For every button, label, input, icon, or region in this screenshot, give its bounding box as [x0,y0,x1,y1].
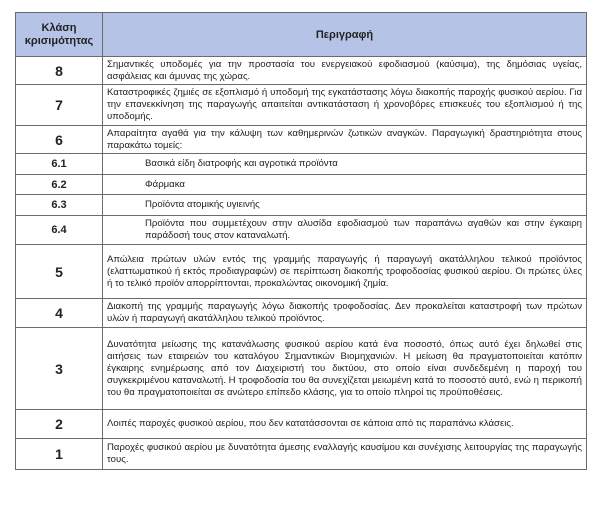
description-cell: Προϊόντα που συμμετέχουν στην αλυσίδα εφοδιασμού των παραπάνω αγαθών και στην έγκαιρη παράδοσή τους στον καταναλωτή. [103,216,587,245]
criticality-table [15,12,587,470]
header-description: Περιγραφή [103,13,587,57]
class-cell: 6.3 [16,195,103,216]
class-cell: 7 [16,85,103,126]
description-cell: Προϊόντα ατομικής υγιεινής [103,195,587,216]
class-cell: 6.4 [16,216,103,245]
class-cell: 8 [16,57,103,85]
description-cell: Απώλεια πρώτων υλών εντός της γραμμής παραγωγής ή παραγωγή ακατάλληλου τελικού προϊόντος (ελαττωματικού ή εκτός προδιαγραφών) σε περίπτωση διακοπής τροφοδοσίας φυσικού αερίου. Οι πρώτες ύλες ή το τελικό προϊόν απορρίπτονται, προκαλώντας οικονομική ζημία. [103,245,587,299]
class-cell: 4 [16,299,103,328]
class-cell: 6.2 [16,175,103,195]
description-cell: Λοιπές παροχές φυσικού αερίου, που δεν κατατάσσονται σε κάποια από τις παραπάνω κλάσεις. [103,410,587,439]
description-cell: Φάρμακα [103,175,587,195]
table-row [16,175,587,195]
table-row [16,328,587,410]
table-row [16,410,587,439]
class-cell: 6.1 [16,154,103,175]
class-cell: 6 [16,126,103,154]
table-header-row [16,13,587,57]
table-row [16,195,587,216]
table-row [16,85,587,126]
header-class: Κλάση κρισιμότητας [16,13,103,57]
description-cell: Καταστροφικές ζημιές σε εξοπλισμό ή υποδομή της εγκατάστασης λόγω διακοπής παροχής φυσικού αερίου. Για την επανεκκίνηση της παραγωγής απαιτείται αντικατάσταση ή χρονοβόρες επισκευές του εξοπλισμού ή της υποδομής. [103,85,587,126]
class-cell: 3 [16,328,103,410]
table-row [16,299,587,328]
class-cell: 5 [16,245,103,299]
description-cell: Δυνατότητα μείωσης της κατανάλωσης φυσικού αερίου κατά ένα ποσοστό, όπως αυτό έχει δηλωθεί στις αιτήσεις των εταιρειών του καταλόγου Σημαντικών Βιομηχανιών. Η μείωση θα πραγματοποιείται κατόπιν έγκαιρης ενημέρωσης από τον Διαχειριστή του δικτύου, στο οποίο είναι συνδεδεμένη η παροχή του συγκεκριμένου καταναλωτή. Η τροφοδοσία του θα συνεχίζεται μειωμένη κατά το ποσοστό αυτό, ενώ η περικοπή του θα πραγματοποιείται σε ανώτερο επίπεδο κλάσης, για το οποίο πληροί τις προϋποθέσεις. [103,328,587,410]
table-row [16,126,587,154]
class-cell: 2 [16,410,103,439]
description-cell: Διακοπή της γραμμής παραγωγής λόγω διακοπής τροφοδοσίας. Δεν προκαλείται καταστροφή των πρώτων υλών ή παραγωγή ακατάλληλου τελικού προϊόντος. [103,299,587,328]
table-row [16,245,587,299]
description-cell: Βασικά είδη διατροφής και αγροτικά προϊόντα [103,154,587,175]
description-cell: Σημαντικές υποδομές για την προστασία του ενεργειακού εφοδιασμού (καύσιμα), της δημόσιας υγείας, ασφάλειας και άμυνας της χώρας. [103,57,587,85]
table-row [16,57,587,85]
description-cell: Απαραίτητα αγαθά για την κάλυψη των καθημερινών ζωτικών αναγκών. Παραγωγική δραστηριότητα στους παρακάτω τομείς: [103,126,587,154]
table-row [16,154,587,175]
description-cell: Παροχές φυσικού αερίου με δυνατότητα άμεσης εναλλαγής καυσίμου και συνέχισης λειτουργίας της παραγωγής τους. [103,439,587,470]
class-cell: 1 [16,439,103,470]
table-row [16,216,587,245]
table-row [16,439,587,470]
